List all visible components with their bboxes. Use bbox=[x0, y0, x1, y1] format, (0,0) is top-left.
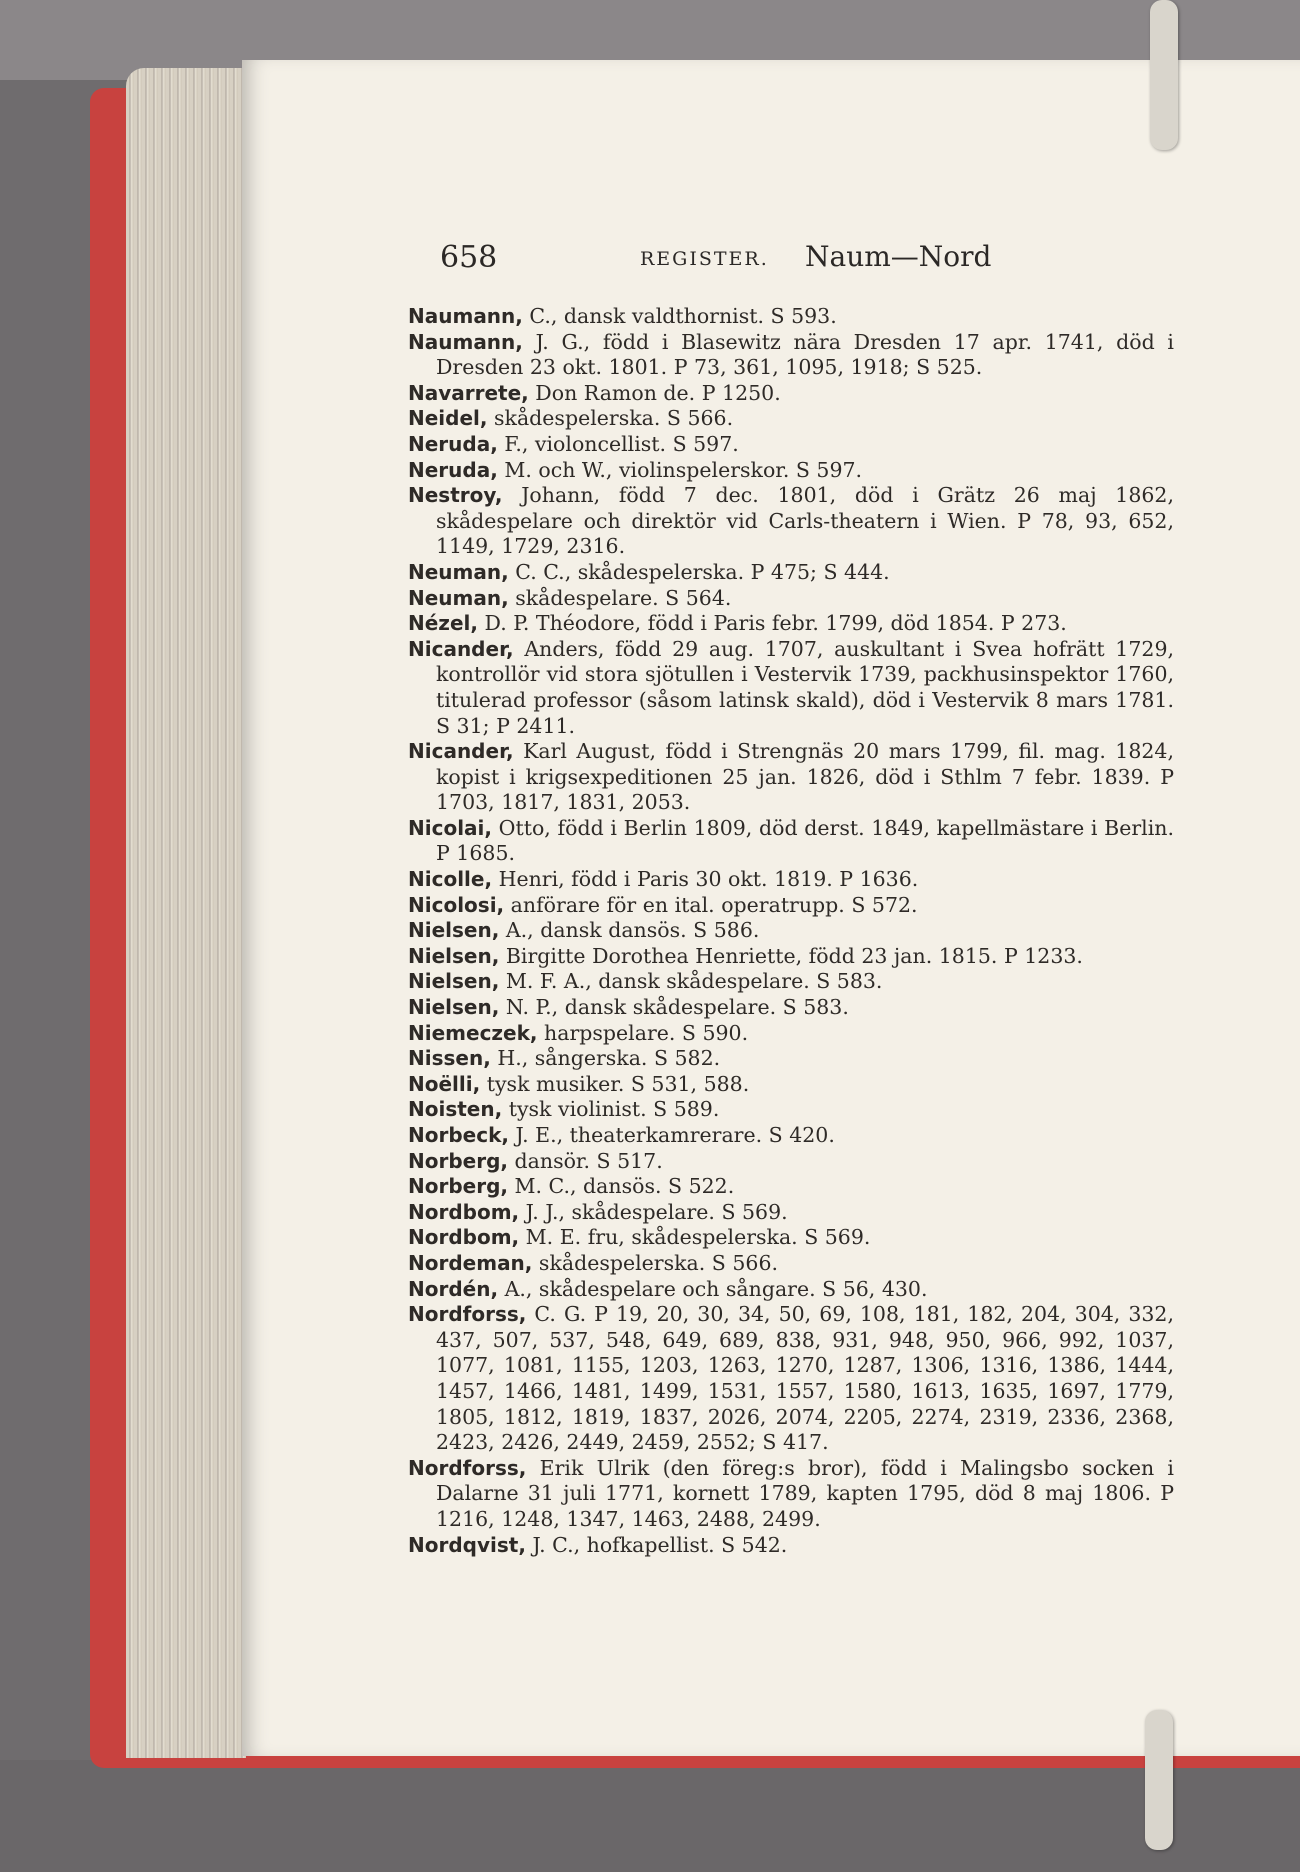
index-entry bbox=[408, 739, 1174, 816]
index-entry bbox=[408, 1097, 1174, 1123]
entry-name: Noisten, bbox=[408, 1097, 503, 1122]
entry-text: Otto, född i Berlin 1809, död derst. 1849, kapellmästare i Berlin. P 1685. bbox=[436, 815, 1174, 866]
entry-text: M. C., dansös. S 522. bbox=[508, 1174, 735, 1199]
index-entry bbox=[408, 432, 1174, 458]
index-entry bbox=[408, 1200, 1174, 1226]
index-entry bbox=[408, 1302, 1174, 1456]
entry-text: Henri, född i Paris 30 okt. 1819. P 1636. bbox=[492, 867, 919, 892]
entry-name: Nordbom, bbox=[408, 1199, 520, 1224]
entry-text: dansör. S 517. bbox=[508, 1148, 663, 1173]
index-entry bbox=[408, 944, 1174, 970]
entry-name: Noëlli, bbox=[408, 1071, 481, 1096]
index-entry bbox=[408, 1174, 1174, 1200]
entry-name: Norberg, bbox=[408, 1174, 508, 1199]
index-entry bbox=[408, 893, 1174, 919]
entry-name: Nicolosi, bbox=[408, 892, 505, 917]
index-entry bbox=[408, 1021, 1174, 1047]
index-entry bbox=[408, 304, 1174, 330]
entry-text: J. E., theaterkamrerare. S 420. bbox=[508, 1123, 835, 1147]
index-entry bbox=[408, 918, 1174, 944]
index-entry bbox=[408, 1149, 1174, 1175]
background-bottom bbox=[0, 1760, 1300, 1872]
index-entry bbox=[408, 560, 1174, 586]
index-entry bbox=[408, 867, 1174, 893]
index-entry bbox=[408, 969, 1174, 995]
index-entry bbox=[408, 1533, 1174, 1559]
entry-name: Nordeman, bbox=[408, 1250, 533, 1275]
entry-text: N. P., dansk skådespelare. S 583. bbox=[499, 995, 849, 1020]
entry-text: tysk musiker. S 531, 588. bbox=[480, 1071, 750, 1096]
entry-text: A., dansk dansös. S 586. bbox=[499, 918, 760, 943]
index-entry bbox=[408, 611, 1174, 637]
entry-name: Nestroy, bbox=[408, 483, 503, 508]
entry-name: Nordbom, bbox=[408, 1225, 520, 1250]
entry-text: skådespelerska. S 566. bbox=[532, 1250, 779, 1275]
index-entry bbox=[408, 1046, 1174, 1072]
entry-text: M. E. fru, skådespelerska. S 569. bbox=[519, 1225, 871, 1250]
entry-text: J. J., skådespelare. S 569. bbox=[519, 1199, 788, 1224]
entry-name: Norbeck, bbox=[408, 1123, 509, 1147]
entry-name: Nordén, bbox=[408, 1276, 499, 1301]
entry-text: F., violoncellist. S 597. bbox=[497, 431, 739, 456]
index-entry bbox=[408, 381, 1174, 407]
entry-text: Don Ramon de. P 1250. bbox=[528, 380, 781, 405]
entry-name: Neuman, bbox=[408, 585, 509, 610]
entry-name: Neruda, bbox=[408, 431, 498, 456]
entry-name: Nicander, bbox=[408, 636, 514, 661]
entry-name: Neidel, bbox=[408, 406, 488, 431]
index-entry bbox=[408, 1251, 1174, 1277]
entry-name: Navarrete, bbox=[408, 380, 529, 405]
index-entry bbox=[408, 330, 1174, 381]
entry-name: Nielsen, bbox=[408, 995, 500, 1020]
index-entry bbox=[408, 1456, 1174, 1533]
entry-text: C. C., skådespelerska. P 475; S 444. bbox=[508, 559, 890, 584]
entry-text: skådespelare. S 564. bbox=[508, 585, 732, 610]
entry-text: M. och W., violinspelerskor. S 597. bbox=[497, 457, 863, 482]
entry-text: Anders, född 29 aug. 1707, auskultant i Svea hofrätt 1729, kontrollör vid stora sjötullen i Vestervik 1739, packhusinspektor 1760, titulerad professor (såsom latinsk skald), död i Vestervik 8 mars 1781. S 31; P 2411. bbox=[436, 636, 1174, 738]
entry-name: Naumann, bbox=[408, 329, 523, 354]
index-entry bbox=[408, 637, 1174, 739]
entry-name: Nielsen, bbox=[408, 969, 500, 994]
entry-text: Birgitte Dorothea Henriette, född 23 jan. 1815. P 1233. bbox=[499, 943, 1083, 968]
entry-name: Norberg, bbox=[408, 1148, 508, 1173]
page-number: 658 bbox=[440, 240, 498, 275]
entry-text: H., sångerska. S 582. bbox=[490, 1046, 721, 1071]
index-entry bbox=[408, 1277, 1174, 1303]
entry-name: Nordforss, bbox=[408, 1455, 527, 1480]
entry-text: M. F. A., dansk skådespelare. S 583. bbox=[499, 969, 883, 994]
index-entry bbox=[408, 483, 1174, 560]
entry-text: skådespelerska. S 566. bbox=[487, 406, 734, 431]
entry-text: Johann, född 7 dec. 1801, död i Grätz 26 maj 1862, skådespelare och direktör vid Carls-theatern i Wien. P 78, 93, 652, 1149, 1729, 2316. bbox=[436, 483, 1174, 559]
index-entry bbox=[408, 586, 1174, 612]
entry-name: Nicolai, bbox=[408, 815, 492, 840]
index-range: Naum—Nord bbox=[805, 240, 992, 273]
page-header bbox=[440, 240, 1000, 280]
page-edges bbox=[126, 68, 246, 1758]
entry-name: Nielsen, bbox=[408, 918, 500, 943]
bookmark-ribbon-bottom bbox=[1145, 1710, 1173, 1850]
entry-name: Neuman, bbox=[408, 559, 509, 584]
entry-text: A., skådespelare och sångare. S 56, 430. bbox=[498, 1276, 928, 1301]
index-entry bbox=[408, 406, 1174, 432]
entry-name: Nicander, bbox=[408, 739, 514, 764]
entry-name: Nézel, bbox=[408, 611, 478, 636]
entry-text: tysk violinist. S 589. bbox=[502, 1097, 720, 1122]
entry-text: anförare för en ital. operatrupp. S 572. bbox=[504, 892, 918, 917]
section-title: REGISTER. bbox=[640, 248, 769, 270]
index-entry bbox=[408, 1123, 1174, 1149]
index-entry bbox=[408, 995, 1174, 1021]
index-entry bbox=[408, 1225, 1174, 1251]
entry-name: Nicolle, bbox=[408, 867, 493, 892]
entry-name: Nissen, bbox=[408, 1046, 491, 1071]
entry-text: Erik Ulrik (den föreg:s bror), född i Malingsbo socken i Dalarne 31 juli 1771, kornett 1789, kapten 1795, död 8 maj 1806. P 1216, 1248, 1347, 1463, 2488, 2499. bbox=[436, 1455, 1174, 1531]
entry-text: harpspelare. S 590. bbox=[537, 1020, 749, 1045]
register-entries bbox=[408, 304, 1174, 1558]
index-entry bbox=[408, 1072, 1174, 1098]
bookmark-ribbon-top bbox=[1150, 0, 1178, 150]
entry-name: Nielsen, bbox=[408, 943, 500, 968]
entry-text: D. P. Théodore, född i Paris febr. 1799, död 1854. P 273. bbox=[477, 611, 1067, 636]
entry-text: C. G. P 19, 20, 30, 34, 50, 69, 108, 181, 182, 204, 304, 332, 437, 507, 537, 548, 649, 689, 838, 931, 948, 950, 966, 992, 1037, 1077, 1081, 1155, 1203, 1263, 1270, 1287, 1306, 1316, 1386, 1444, 1457, 1466, 1481, 1499, 1531, 1557, 1580, 1613, 1635, 1697, 1779, 1805, 1812, 1819, 1837, 2026, 2074, 2205, 2274, 2319, 2336, 2368, 2423, 2426, 2449, 2459, 2552; S 417. bbox=[436, 1302, 1174, 1455]
entry-text: J. C., hofkapellist. S 542. bbox=[525, 1532, 788, 1557]
entry-name: Naumann, bbox=[408, 304, 523, 328]
entry-name: Nordforss, bbox=[408, 1302, 527, 1327]
index-entry bbox=[408, 816, 1174, 867]
entry-name: Nordqvist, bbox=[408, 1532, 526, 1557]
entry-text: C., dansk valdthornist. S 593. bbox=[522, 304, 837, 328]
index-entry bbox=[408, 458, 1174, 484]
entry-text: Karl August, född i Strengnäs 20 mars 1799, fil. mag. 1824, kopist i krigsexpeditionen 25 jan. 1826, död i Sthlm 7 febr. 1839. P 1703, 1817, 1831, 2053. bbox=[436, 739, 1174, 815]
entry-text: J. G., född i Blasewitz nära Dresden 17 apr. 1741, död i Dresden 23 okt. 1801. P 73, 361, 1095, 1918; S 525. bbox=[436, 329, 1174, 380]
entry-name: Niemeczek, bbox=[408, 1020, 538, 1045]
entry-name: Neruda, bbox=[408, 457, 498, 482]
